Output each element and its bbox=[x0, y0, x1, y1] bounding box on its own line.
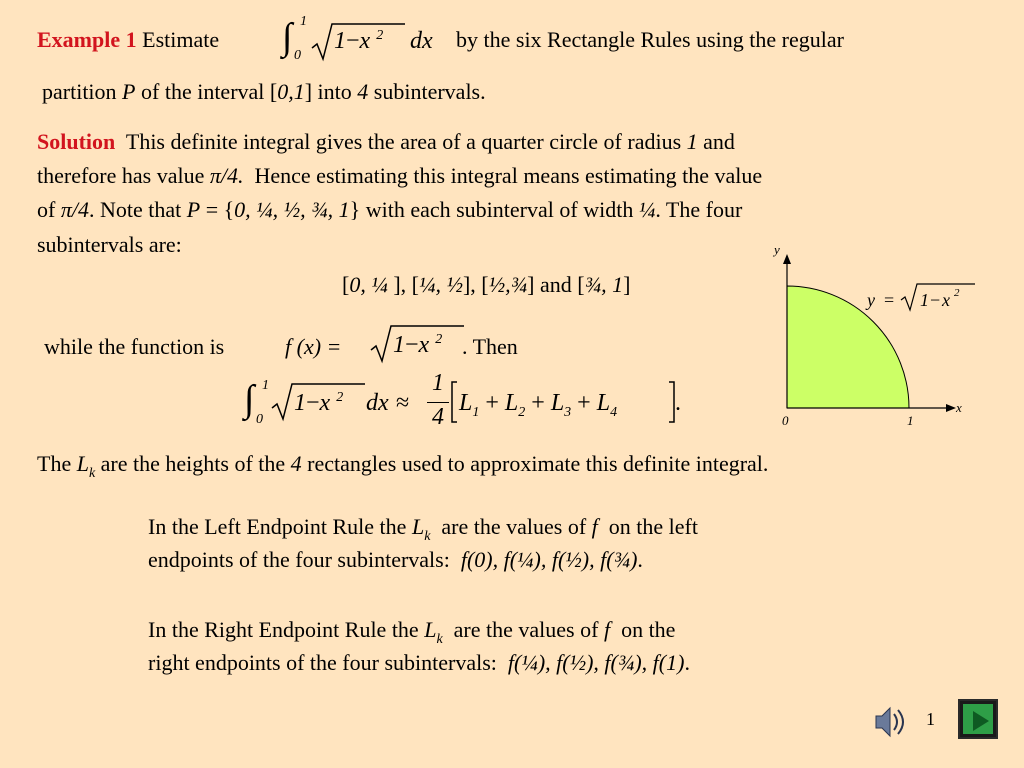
x-axis-arrow bbox=[946, 404, 956, 412]
left-rule-line-2: endpoints of the four subintervals: f(0), f(¼), f(½), f(¾). bbox=[148, 547, 643, 572]
y-axis-arrow bbox=[783, 254, 791, 264]
speaker-icon[interactable] bbox=[870, 702, 912, 742]
y-axis-label: y bbox=[774, 242, 780, 257]
right-rule-line-1: In the Right Endpoint Rule the $L_k$ are the values of f on the bbox=[148, 617, 676, 647]
svg-text:1: 1 bbox=[920, 290, 929, 310]
x-axis-label: x bbox=[956, 400, 962, 415]
then-text: . Then bbox=[462, 334, 518, 359]
solution-label: Solution bbox=[37, 129, 116, 154]
svg-text:x: x bbox=[942, 290, 950, 310]
next-slide-icon bbox=[963, 704, 993, 734]
estimate-word: Estimate bbox=[142, 27, 220, 52]
function-formula: f (x) = 1−x $^2$ bbox=[285, 322, 485, 366]
svg-text:2: 2 bbox=[954, 287, 960, 299]
function-line-text: while the function is bbox=[44, 334, 225, 359]
subintervals-list: [0, ¼ ], [¼, ½], [½,¾] and [¾, 1] bbox=[342, 272, 631, 297]
curve-eq-equals: = bbox=[884, 290, 895, 310]
partition-line: partition P of the interval [0,1] into 4 subintervals. bbox=[42, 79, 486, 104]
example-label: Example 1 bbox=[37, 27, 137, 52]
example-text-continuation: by the six Rectangle Rules using the regular bbox=[456, 27, 844, 52]
solution-line-3: of π/4. Note that P = {0, ¼, ½, ¾, 1} with each subinterval of width ¼. The four bbox=[37, 197, 743, 222]
left-rule-line-1: In the Left Endpoint Rule the $L_k$ are the values of f on the left bbox=[148, 514, 698, 544]
right-rule-line-2: right endpoints of the four subintervals: f(¼), f(½), f(¾), f(1). bbox=[148, 650, 690, 675]
integral-approximation: ∫ 1 0 1−x $^2$ dx ≈ 1 4 $L_1 + L_2 + L_3 + L_4$ . bbox=[244, 370, 681, 430]
origin-label: 0 bbox=[782, 413, 789, 428]
solution-line-4: subintervals are: bbox=[37, 232, 182, 257]
heights-line: The $L_k$ are the heights of the 4 rectangles used to approximate this definite integral. bbox=[37, 451, 769, 481]
example-title-line bbox=[37, 27, 219, 53]
next-slide-button[interactable] bbox=[958, 699, 998, 739]
tick-one-label: 1 bbox=[907, 413, 914, 428]
solution-line-1: Solution This definite integral gives the area of a quarter circle of radius 1 and bbox=[37, 129, 735, 154]
svg-text:−: − bbox=[930, 290, 941, 310]
integral-expression-1: ∫ 1 0 1−x $^2$ dx bbox=[282, 14, 433, 63]
quarter-circle-graph bbox=[770, 240, 1000, 435]
page-number: 1 bbox=[926, 709, 935, 729]
solution-line-2: therefore has value π/4. Hence estimating this integral means estimating the value bbox=[37, 163, 763, 188]
curve-eq-y: y bbox=[867, 290, 875, 310]
